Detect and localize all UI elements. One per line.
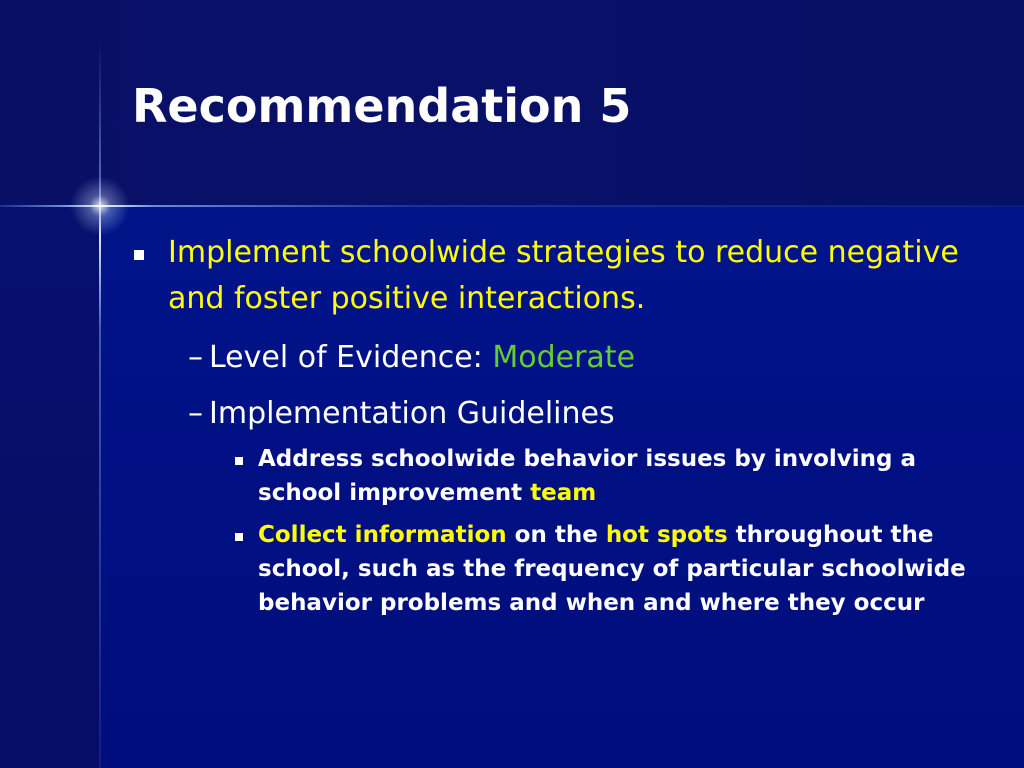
guideline-text: throughout the school, such as the frequency of particular schoolwide behavior problems and when and where they occur [258, 522, 966, 616]
guideline-text: on the [506, 522, 606, 548]
evidence-line [130, 336, 990, 380]
slide-body [130, 230, 990, 620]
guideline-text: Address schoolwide behavior issues by involving a school improvement [258, 446, 917, 506]
slide-title: Recommendation 5 [132, 79, 632, 133]
guideline-highlight: hot spots [605, 522, 728, 548]
guidelines-label: Implementation Guidelines [209, 396, 615, 431]
horizontal-light-line [0, 205, 1024, 207]
vertical-light-line [99, 40, 101, 768]
guideline-highlight: Collect information [258, 522, 507, 548]
guidelines-heading [130, 392, 990, 436]
guideline-highlight: team [530, 480, 597, 506]
sparkle-icon [70, 176, 130, 236]
guideline-item [130, 442, 990, 510]
main-bullet [130, 230, 990, 322]
dash-marker: – [188, 340, 203, 375]
guideline-item [130, 518, 990, 620]
square-bullet-icon [235, 457, 243, 465]
left-band [0, 206, 100, 768]
dash-marker: – [188, 396, 203, 431]
evidence-label: Level of Evidence: [209, 340, 493, 375]
square-bullet-icon [235, 533, 243, 541]
square-bullet-icon [134, 250, 144, 260]
evidence-value: Moderate [492, 340, 636, 375]
main-bullet-text: Implement schoolwide strategies to reduce negative and foster positive interactions. [168, 235, 959, 316]
